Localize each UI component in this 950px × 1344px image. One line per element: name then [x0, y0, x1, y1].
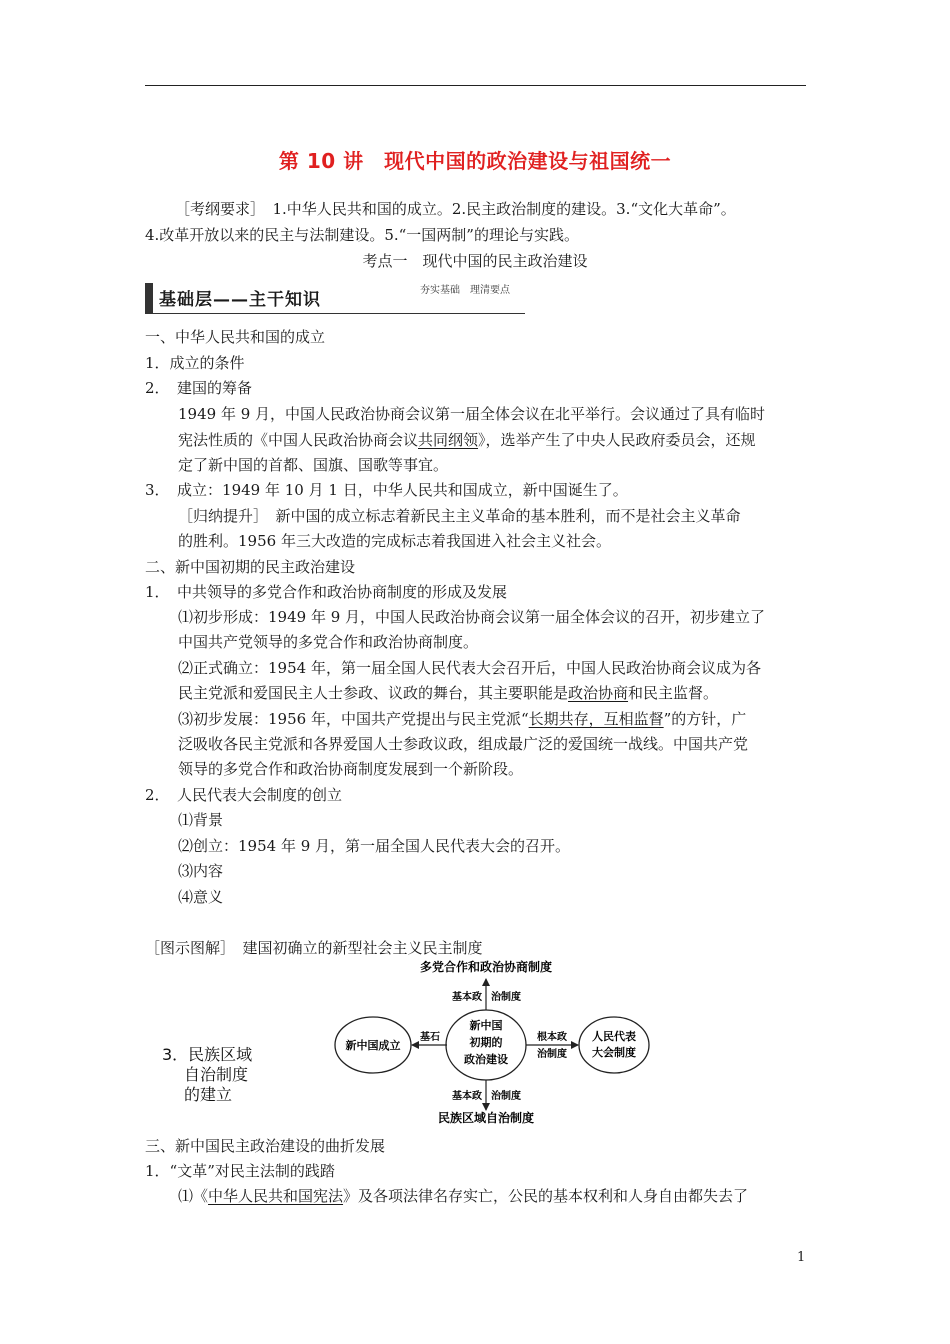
center-label-1: 新中国 [469, 1019, 503, 1032]
center-label-3: 政治建设 [464, 1053, 508, 1066]
diagram-top-label: 多党合作和政治协商制度 [419, 960, 553, 974]
section-heading-3: 三、新中国民主政治建设的曲折发展 [145, 1137, 386, 1155]
banner-subtitle: 夯实基础 理清要点 [420, 285, 510, 296]
para-1-2-line-2: 宪法性质的《中国人民政治协商会议共同纲领》，选举产生了中央人民政府委员会，还规 [178, 431, 756, 449]
side-heading-line-2: 自治制度 [184, 1065, 249, 1084]
bottom-arrow-label-a: 基本政 [452, 1091, 482, 1102]
side-heading-line-3: 的建立 [184, 1085, 233, 1104]
page-number: 1 [797, 1250, 806, 1265]
para-3-1-a-line-1: ⑴《中华人民共和国宪法》及各项法律名存实亡，公民的基本权利和人身自由都失去了 [178, 1187, 749, 1205]
page-title: 第 10 讲 现代中国的政治建设与祖国统一 [278, 149, 672, 173]
section-heading-2: 二、新中国初期的民主政治建设 [145, 558, 356, 576]
summary-line-1: ［归纳提升］ 新中国的成立标志着新民主主义革命的基本胜利，而不是社会主义革命 [178, 507, 741, 525]
para-2-1-a-line-1: ⑴初步形成：1949 年 9 月，中国人民政治协商会议第一届全体会议的召开，初步建立了 [178, 608, 766, 626]
para-1-2-line-1: 1949 年 9 月，中国人民政治协商会议第一届全体会议在北平举行。会议通过了具有临时 [178, 405, 766, 423]
item-1-2: 2． 建国的筹备 [145, 379, 253, 397]
underlined-term: 中华人民共和国宪法 [208, 1187, 344, 1205]
right-node-label-2: 大会制度 [592, 1046, 636, 1059]
item-2-2: 2． 人民代表大会制度的创立 [145, 786, 343, 804]
right-arrow-label-b: 治制度 [537, 1049, 567, 1060]
top-arrow-label-b: 治制度 [491, 992, 521, 1003]
item-2-2-b: ⑵创立：1954 年 9 月，第一届全国人民代表大会的召开。 [178, 837, 571, 855]
item-2-1: 1． 中共领导的多党合作和政治协商制度的形成及发展 [145, 583, 508, 601]
top-arrow-label-a: 基本政 [452, 992, 482, 1003]
center-label-2: 初期的 [469, 1036, 503, 1049]
requirements-line-1: ［考纲要求］ 1.中华人民共和国的成立。2.民主政治制度的建设。3.“文化大革命”。 [175, 200, 736, 218]
diagram-caption: ［图示图解］ 建国初确立的新型社会主义民主制度 [145, 939, 483, 957]
requirements-line-2: 4.改革开放以来的民主与法制建设。5.“一国两制”的理论与实践。 [145, 226, 579, 244]
left-arrow-label: 基石 [420, 1032, 440, 1043]
item-3-1: 1．“文革”对民主法制的践踏 [145, 1162, 335, 1180]
right-ellipse [579, 1017, 649, 1073]
summary-line-2: 的胜利。1956 年三大改造的完成标志着我国进入社会主义社会。 [178, 532, 611, 550]
para-2-1-b-line-2: 民主党派和爱国民主人士参政、议政的舞台，其主要职能是政治协商和民主监督。 [178, 684, 719, 702]
diagram-bottom-label: 民族区域自治制度 [437, 1111, 535, 1125]
para-2-1-c-line-2: 泛吸收各民主党派和各界爱国人士参政议政，组成最广泛的爱国统一战线。中国共产党 [178, 735, 749, 753]
underlined-term: 政治协商 [568, 684, 629, 702]
side-heading-line-1: 3．民族区域 [162, 1045, 253, 1064]
item-2-2-d: ⑷意义 [178, 888, 224, 906]
item-1-1: 1．成立的条件 [145, 354, 245, 372]
underlined-term: 共同纲领 [418, 431, 479, 449]
left-node-label: 新中国成立 [345, 1039, 401, 1052]
para-1-2-line-3: 定了新中国的首都、国旗、国歌等事宜。 [178, 456, 449, 474]
banner-label: 基础层——主干知识 [159, 290, 321, 310]
item-2-2-a: ⑴背景 [178, 811, 224, 829]
para-2-1-a-line-2: 中国共产党领导的多党合作和政治协商制度。 [178, 633, 479, 651]
right-arrow-label-a: 根本政 [537, 1032, 567, 1043]
para-2-1-b-line-1: ⑵正式确立：1954 年，第一届全国人民代表大会召开后，中国人民政治协商会议成为各 [178, 659, 761, 677]
item-2-2-c: ⑶内容 [178, 862, 224, 880]
right-node-label-1: 人民代表 [592, 1030, 636, 1043]
item-1-3: 3． 成立：1949 年 10 月 1 日，中华人民共和国成立，新中国诞生了。 [145, 481, 628, 499]
underlined-term: 长期共存，互相监督 [528, 710, 664, 728]
bottom-arrow-label-b: 治制度 [491, 1091, 521, 1102]
kaodian-heading: 考点一 现代中国的民主政治建设 [362, 252, 588, 270]
section-heading-1: 一、中华人民共和国的成立 [145, 328, 326, 346]
para-2-1-c-line-3: 领导的多党合作和政治协商制度发展到一个新阶段。 [178, 760, 524, 778]
side-heading [162, 1045, 252, 1105]
para-2-1-c-line-1: ⑶初步发展：1956 年，中国共产党提出与民主党派“长期共存，互相监督”的方针，广 [178, 710, 747, 728]
